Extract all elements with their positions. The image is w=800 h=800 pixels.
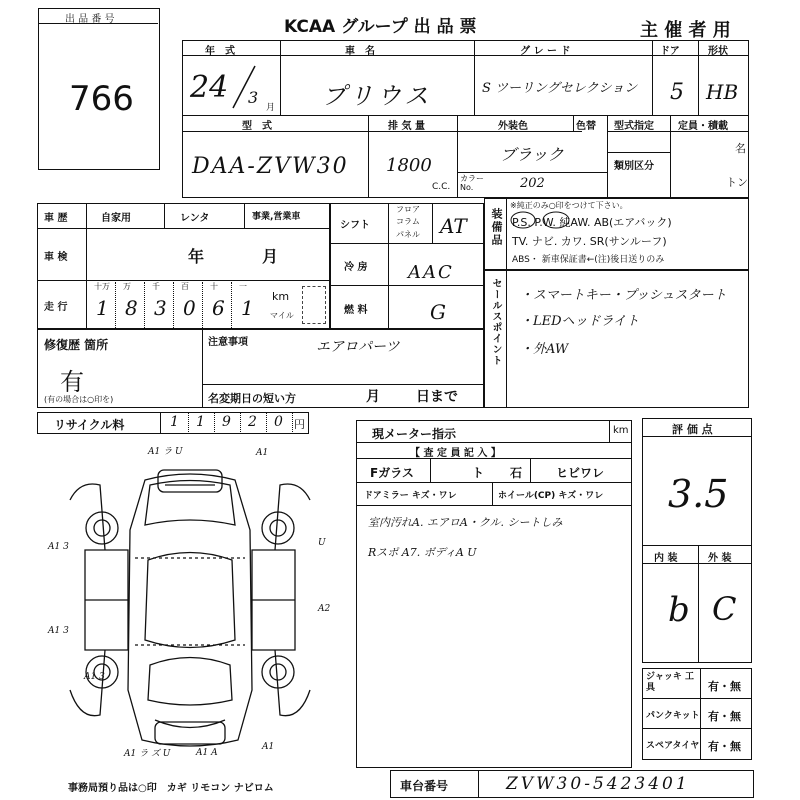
repair-history-value: 有 [60,368,84,396]
color-number-label: カラーNo. [460,174,484,192]
damage-mark-7: A1 3 [84,672,105,682]
capacity-label: 定員・積載 [678,121,728,132]
mileage-digit: 8 [125,296,138,320]
history-business: 事業,営業車 [252,212,301,222]
meter-label: 現メーター指示 [372,427,457,441]
form-title: KCAA グループ 出 品 票 [284,17,477,37]
month-unit: 月 [266,103,276,113]
inspector-note-2: Rスポ A7. ボディA U [368,546,477,559]
evaluation-score: 3.5 [668,472,729,516]
model-label: 型 式 [242,121,272,132]
fuel-value: G [430,300,446,324]
sales-point-2: ・LEDヘッドライト [520,314,640,329]
displacement-label: 排 気 量 [388,121,425,132]
mileage-check-box [302,286,326,324]
year-slash [225,62,265,112]
door-value: 5 [670,80,684,105]
grade-label: グ レ ー ド [520,46,571,57]
wheel-label: ホイール(CP) キズ・ワレ [498,491,604,501]
crack-label: ヒビワレ [556,466,605,480]
shift-option-panel: パネル [396,230,420,239]
ac-value: AAC [408,262,454,283]
displacement-unit: C.C. [432,182,451,192]
evaluation-label: 評 価 点 [672,423,713,436]
recycle-unit: 円 [294,418,305,431]
sales-point-1: ・スマートキー・プッシュスタート [520,288,727,303]
year-label: 年 式 [205,46,235,57]
lot-number-box [38,8,160,170]
damage-mark-1: A1 ラ U [148,447,183,457]
windshield-label: Fガラス [370,466,414,480]
color-number-value: 202 [520,176,545,191]
damage-mark-5: A1 3 [48,626,69,636]
jack-tools-label: ジャッキ 工 具 [646,672,694,693]
recycle-digit: 1 [170,414,179,430]
year-value: 24 [190,70,229,105]
jack-tools-value: 有・無 [708,680,741,693]
stone-chip-label: 石 [510,466,523,480]
exterior-label: 外 装 [708,553,732,564]
mileage-mile-label: マイル [270,311,294,320]
damage-mark-2: A1 [256,448,269,458]
keys-note: 事務局預り品は○印 カギ リモコン ナビロム [68,783,274,794]
puncture-kit-value: 有・無 [708,710,741,723]
equipment-note: ※純正のみ○印をつけて下さい。 [510,201,628,210]
mileage-digit-head: 十万 [94,282,110,291]
equipment-circles [510,211,590,231]
fuel-label: 燃 料 [344,305,368,316]
repair-history-note: (有の場合は○印を) [44,395,114,404]
history-rental: レンタ [180,213,210,224]
mileage-digit: 1 [96,296,109,320]
color-change-label: 色替 [576,121,596,132]
name-change-label: 名変期日の短い方 [208,392,296,405]
shift-value: AT [440,214,467,238]
door-label: ドア [660,46,680,57]
shift-option-column: コラム [396,217,420,226]
mileage-label: 走 行 [44,302,68,313]
windshield-t-label: ト [472,466,485,480]
caution-label: 注意事項 [208,337,248,348]
car-damage-diagram [40,440,340,780]
ac-label: 冷 房 [344,262,368,273]
recycle-digit: 2 [248,414,257,430]
meter-unit: km [613,425,629,436]
equipment-label: 装備品 [490,208,503,247]
lot-number-value: 766 [69,79,134,119]
damage-mark-4: U [318,538,326,548]
type-spec-label: 型式指定 [614,121,654,132]
mileage-digit: 3 [154,296,167,320]
inspector-header: 【 査 定 員 記 入 】 [410,448,501,459]
repair-history-label: 修復歴 箇所 [44,338,109,352]
capacity-unit-tons: トン [726,176,748,189]
name-change-month: 月 [366,389,380,405]
copy-label: 主 催 者 用 [640,20,731,41]
mileage-km-label: km [272,290,290,303]
recycle-digit: 1 [196,414,205,430]
damage-mark-10: A1 A [196,748,218,758]
exterior-color-label: 外装色 [498,121,528,132]
door-mirror-label: ドアミラー キズ・ワレ [364,491,457,501]
equipment-line-2: TV. ナビ. カワ. SR(サンルーフ) [512,235,667,248]
caution-value: エアロパーツ [316,339,400,355]
recycle-label: リサイクル料 [54,418,125,432]
shift-option-floor: フロア [396,205,420,214]
car-name-value: プリウス [322,82,433,110]
chassis-number-value: ZVW30-5423401 [506,774,690,794]
chassis-number-label: 車台番号 [400,779,449,793]
model-value: DAA-ZVW30 [192,154,349,179]
history-label: 車 歴 [44,213,68,224]
damage-mark-8: A1 ラ ズ U [124,749,171,759]
spare-tire-label: スペアタイヤ [646,741,700,751]
mileage-digit: 0 [183,296,196,320]
capacity-unit-persons: 名 [735,142,746,155]
mileage-digit-head: 万 [123,282,131,291]
inspector-note-1: 室内汚れA. エアロA・クル. シートしみ [368,516,563,529]
recycle-digit: 0 [274,414,283,430]
mileage-digit: 6 [212,296,225,320]
interior-label: 内 装 [654,553,678,564]
car-name-label: 車 名 [345,46,375,57]
damage-mark-6: A2 [318,604,331,614]
damage-mark-3: A1 3 [48,542,69,552]
month-value: 3 [248,88,259,107]
mileage-digit-head: 十 [210,282,218,291]
spare-tire-value: 有・無 [708,740,741,753]
inspection-label: 車 検 [44,252,68,263]
mileage-digit-head: 一 [239,282,247,291]
equipment-line-1: P.S. P.W. 純AW. AB(エアバック) [512,216,672,229]
mileage-digit-head: 千 [152,282,160,291]
shape-label: 形状 [708,46,728,57]
grade-value: S ツーリングセレクション [482,81,638,96]
mileage-digit-head: 百 [181,282,189,291]
shift-label: シフト [340,220,370,231]
mileage-digit: 1 [241,296,254,320]
sales-point-3: ・外AW [520,342,569,357]
inspection-month-unit: 月 [262,247,279,266]
recycle-digit: 9 [222,414,231,430]
displacement-value: 1800 [386,155,432,176]
puncture-kit-label: パンクキット [646,711,700,721]
damage-mark-9: A1 [262,742,275,752]
interior-grade: b [668,590,690,630]
shape-value: HB [706,80,739,104]
class-label: 類別区分 [614,161,654,172]
equipment-line-3: ABS・ 新車保証書←(注)後日送りのみ [512,255,665,265]
name-change-day: 日まで [416,389,458,405]
exterior-grade: C [712,590,737,628]
sales-point-label: セールスポイント [490,278,501,366]
history-private: 自家用 [101,213,131,224]
lot-number-label: 出 品 番 号 [65,14,115,25]
inspection-year-unit: 年 [188,247,205,266]
exterior-color-value: ブラック [500,145,564,164]
